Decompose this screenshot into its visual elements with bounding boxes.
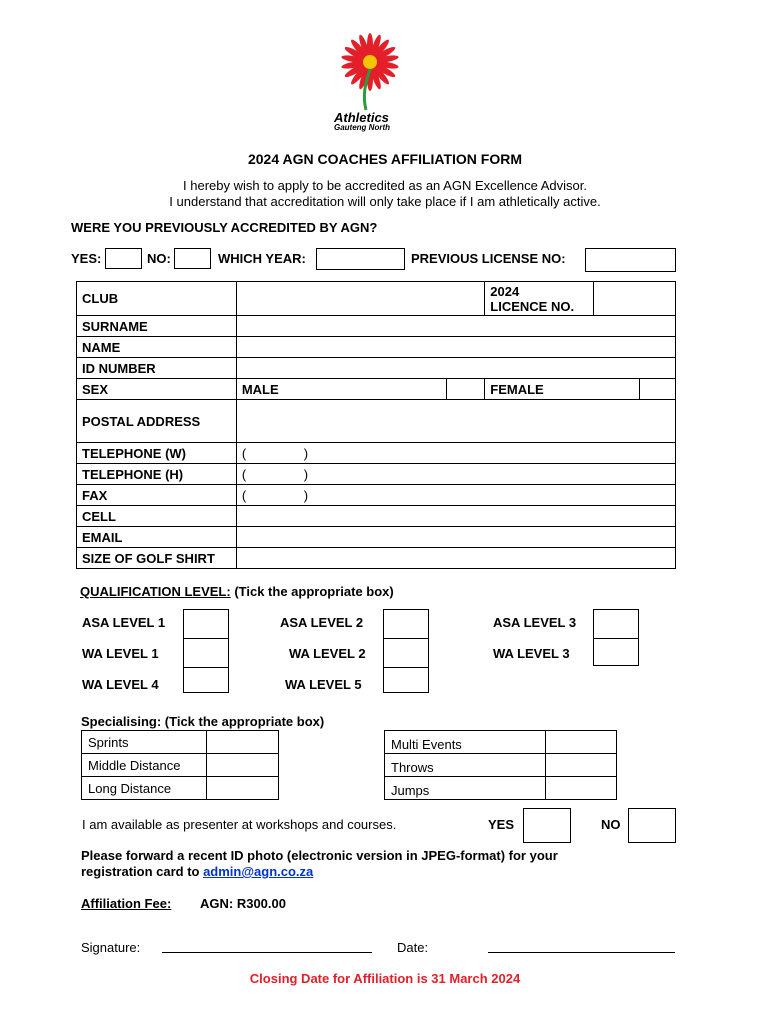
telephone-w-field[interactable] — [236, 443, 675, 464]
wa-level-2-label: WA LEVEL 2 — [289, 646, 366, 661]
wa-level-5-box[interactable] — [383, 667, 429, 693]
signature-line[interactable] — [162, 952, 372, 953]
multi-events-label: Multi Events — [385, 731, 546, 754]
wa-level-3-box[interactable] — [593, 638, 639, 666]
id-number-field[interactable] — [236, 358, 675, 379]
previous-no-box[interactable] — [174, 248, 211, 269]
details-table — [76, 281, 676, 569]
affiliation-fee-value: AGN: R300.00 — [200, 896, 286, 911]
cell-label: CELL — [77, 506, 237, 527]
wa-level-1-box[interactable] — [183, 638, 229, 668]
jumps-checkbox[interactable] — [546, 777, 617, 800]
paren-open: ( — [241, 487, 247, 503]
wa-level-3-label: WA LEVEL 3 — [493, 646, 570, 661]
sprints-checkbox[interactable] — [207, 731, 279, 754]
long-distance-label: Long Distance — [82, 777, 207, 800]
postal-address-field[interactable] — [236, 400, 675, 443]
email-field[interactable] — [236, 527, 675, 548]
which-year-label: WHICH YEAR: — [218, 251, 306, 266]
name-label: NAME — [77, 337, 237, 358]
paren-close: ) — [303, 466, 309, 482]
club-field[interactable] — [236, 282, 484, 316]
middle-distance-checkbox[interactable] — [207, 754, 279, 777]
form-title: 2024 AGN COACHES AFFILIATION FORM — [247, 151, 523, 167]
female-label: FEMALE — [485, 379, 640, 400]
licence-label-line1: 2024 — [490, 283, 520, 299]
cell-field[interactable] — [236, 506, 675, 527]
asa-level-2-box[interactable] — [383, 609, 429, 639]
paren-open: ( — [241, 466, 247, 482]
qualification-heading-text: QUALIFICATION LEVEL: — [80, 584, 231, 599]
long-distance-checkbox[interactable] — [207, 777, 279, 800]
sex-label: SEX — [77, 379, 237, 400]
wa-level-2-box[interactable] — [383, 638, 429, 668]
flower-logo-icon — [330, 32, 410, 112]
logo-sub: Gauteng North — [334, 123, 390, 132]
wa-level-4-box[interactable] — [183, 667, 229, 693]
surname-field[interactable] — [236, 316, 675, 337]
previous-question: WERE YOU PREVIOUSLY ACCREDITED BY AGN? — [71, 220, 378, 235]
presenter-text: I am available as presenter at workshops and courses. — [82, 817, 397, 832]
closing-date: Closing Date for Affiliation is 31 March 2024 — [249, 971, 521, 986]
paren-close: ) — [303, 487, 309, 503]
name-field[interactable] — [236, 337, 675, 358]
wa-level-1-label: WA LEVEL 1 — [82, 646, 159, 661]
asa-level-3-label: ASA LEVEL 3 — [493, 615, 577, 630]
paren-close: ) — [303, 445, 309, 461]
telephone-h-field[interactable] — [236, 464, 675, 485]
licence-label-line2: LICENCE NO. — [490, 298, 575, 314]
telephone-w-label: TELEPHONE (W) — [77, 443, 237, 464]
qualification-heading — [80, 584, 394, 599]
photo-instruction-prefix: registration card to — [81, 864, 204, 879]
sprints-label: Sprints — [82, 731, 207, 754]
specialising-left-table — [81, 730, 279, 800]
asa-level-1-box[interactable] — [183, 609, 229, 639]
presenter-yes-label: YES — [488, 817, 515, 832]
intro-line-1: I hereby wish to apply to be accredited as an AGN Excellence Advisor. — [183, 178, 587, 193]
photo-instruction-line2 — [81, 864, 313, 879]
date-line[interactable] — [488, 952, 675, 953]
wa-level-5-label: WA LEVEL 5 — [285, 677, 362, 692]
flower-center — [363, 55, 377, 69]
licence-field[interactable] — [594, 282, 676, 316]
surname-label: SURNAME — [77, 316, 237, 337]
photo-instruction-line1: Please forward a recent ID photo (electronic version in JPEG-format) for your — [81, 848, 558, 863]
paren-open: ( — [241, 445, 247, 461]
email-label: EMAIL — [77, 527, 237, 548]
asa-level-1-label: ASA LEVEL 1 — [82, 615, 166, 630]
presenter-yes-box[interactable] — [523, 808, 571, 843]
throws-checkbox[interactable] — [546, 754, 617, 777]
affiliation-fee-label: Affiliation Fee: — [81, 896, 172, 911]
asa-level-3-box[interactable] — [593, 609, 639, 639]
telephone-h-label: TELEPHONE (H) — [77, 464, 237, 485]
golf-shirt-label: SIZE OF GOLF SHIRT — [77, 548, 237, 569]
logo — [330, 32, 410, 132]
email-link[interactable]: admin@agn.co.za — [203, 864, 314, 879]
specialising-heading: Specialising: (Tick the appropriate box) — [81, 714, 325, 729]
club-label: CLUB — [77, 282, 237, 316]
throws-label: Throws — [385, 754, 546, 777]
fax-field[interactable] — [236, 485, 675, 506]
presenter-no-box[interactable] — [628, 808, 676, 843]
yes-label: YES: — [71, 251, 102, 266]
previous-license-label: PREVIOUS LICENSE NO: — [411, 251, 566, 266]
fax-label: FAX — [77, 485, 237, 506]
specialising-right-table — [384, 730, 617, 800]
presenter-no-label: NO — [601, 817, 621, 832]
male-checkbox[interactable] — [447, 379, 485, 400]
asa-level-2-label: ASA LEVEL 2 — [280, 615, 364, 630]
no-label: NO: — [147, 251, 171, 266]
licence-label — [485, 282, 594, 316]
logo-name: Athletics — [334, 110, 389, 125]
postal-address-label: POSTAL ADDRESS — [77, 400, 237, 443]
which-year-field[interactable] — [316, 248, 405, 270]
id-number-label: ID NUMBER — [77, 358, 237, 379]
previous-yes-box[interactable] — [105, 248, 142, 269]
jumps-label: Jumps — [385, 777, 546, 800]
date-label: Date: — [397, 940, 429, 955]
intro-line-2: I understand that accreditation will only take place if I am athletically active. — [169, 194, 601, 209]
female-checkbox[interactable] — [640, 379, 676, 400]
previous-license-field[interactable] — [585, 248, 676, 272]
qualification-instruction: (Tick the appropriate box) — [234, 584, 394, 599]
wa-level-4-label: WA LEVEL 4 — [82, 677, 159, 692]
golf-shirt-field[interactable] — [236, 548, 675, 569]
signature-label: Signature: — [81, 940, 141, 955]
multi-events-checkbox[interactable] — [546, 731, 617, 754]
male-label: MALE — [236, 379, 447, 400]
middle-distance-label: Middle Distance — [82, 754, 207, 777]
